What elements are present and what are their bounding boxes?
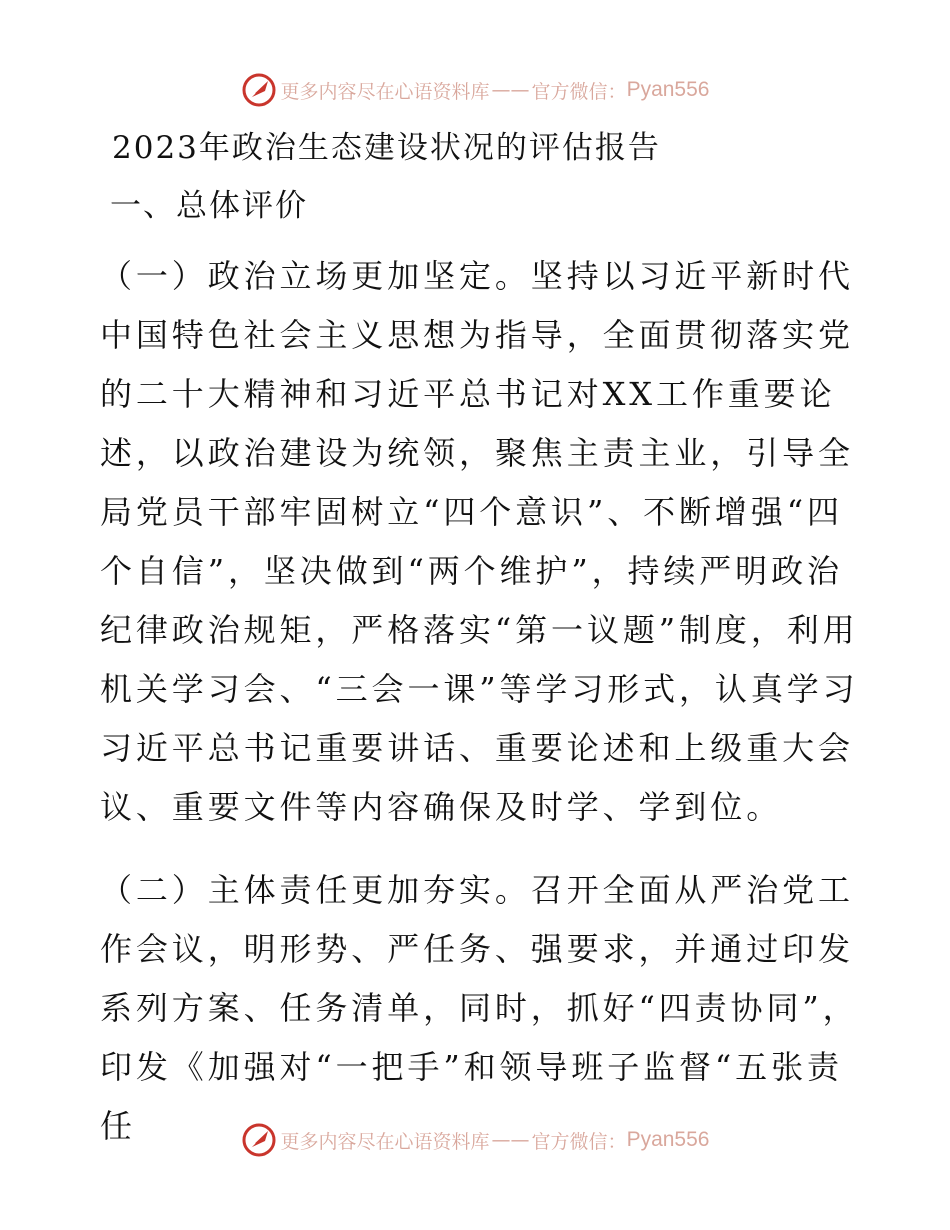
- watermark-header: [0, 70, 950, 110]
- watermark-footer: [0, 1120, 950, 1160]
- watermark-text: 更多内容尽在心语资料库: [280, 80, 490, 103]
- quill-circle-icon: [241, 1122, 277, 1158]
- watermark-id: Pyan556: [626, 78, 710, 101]
- watermark-separator: ——: [491, 1129, 530, 1151]
- paragraph-2: （二）主体责任更加夯实。召开全面从严治党工作会议，明形势、严任务、强要求，并通过印发系列方案、任务清单，同时，抓好“四责协同”，印发《加强对“一把手”和领导班子监督“五张责任: [100, 871, 859, 1145]
- watermark-suffix: 官方微信：: [531, 1130, 627, 1153]
- section-heading: 一、总体评价: [110, 188, 308, 224]
- document-body: [100, 125, 870, 1180]
- watermark-separator: ——: [491, 79, 530, 101]
- watermark-id: Pyan556: [626, 1128, 710, 1151]
- watermark-text: 更多内容尽在心语资料库: [280, 1130, 490, 1153]
- watermark-suffix: 官方微信：: [531, 80, 627, 103]
- document-title: 2023年政治生态建设状况的评估报告: [112, 130, 661, 166]
- paragraph-1: （一）政治立场更加坚定。坚持以习近平新时代中国特色社会主义思想为指导，全面贯彻落实党的二十大精神和习近平总书记对XX工作重要论述，以政治建设为统领，聚焦主责主业，引导全局党员干部牢固树立“四个意识”、不断增强“四个自信”，坚决做到“两个维护”，持续严明政治纪律政治规矩，严格落实“第一议题”制度，利用机关学习会、“三会一课”等学习形式，认真学习习近平总书记重要讲话、重要论述和上级重大会议、重要文件等内容确保及时学、学到位。: [100, 257, 859, 826]
- quill-circle-icon: [241, 72, 277, 108]
